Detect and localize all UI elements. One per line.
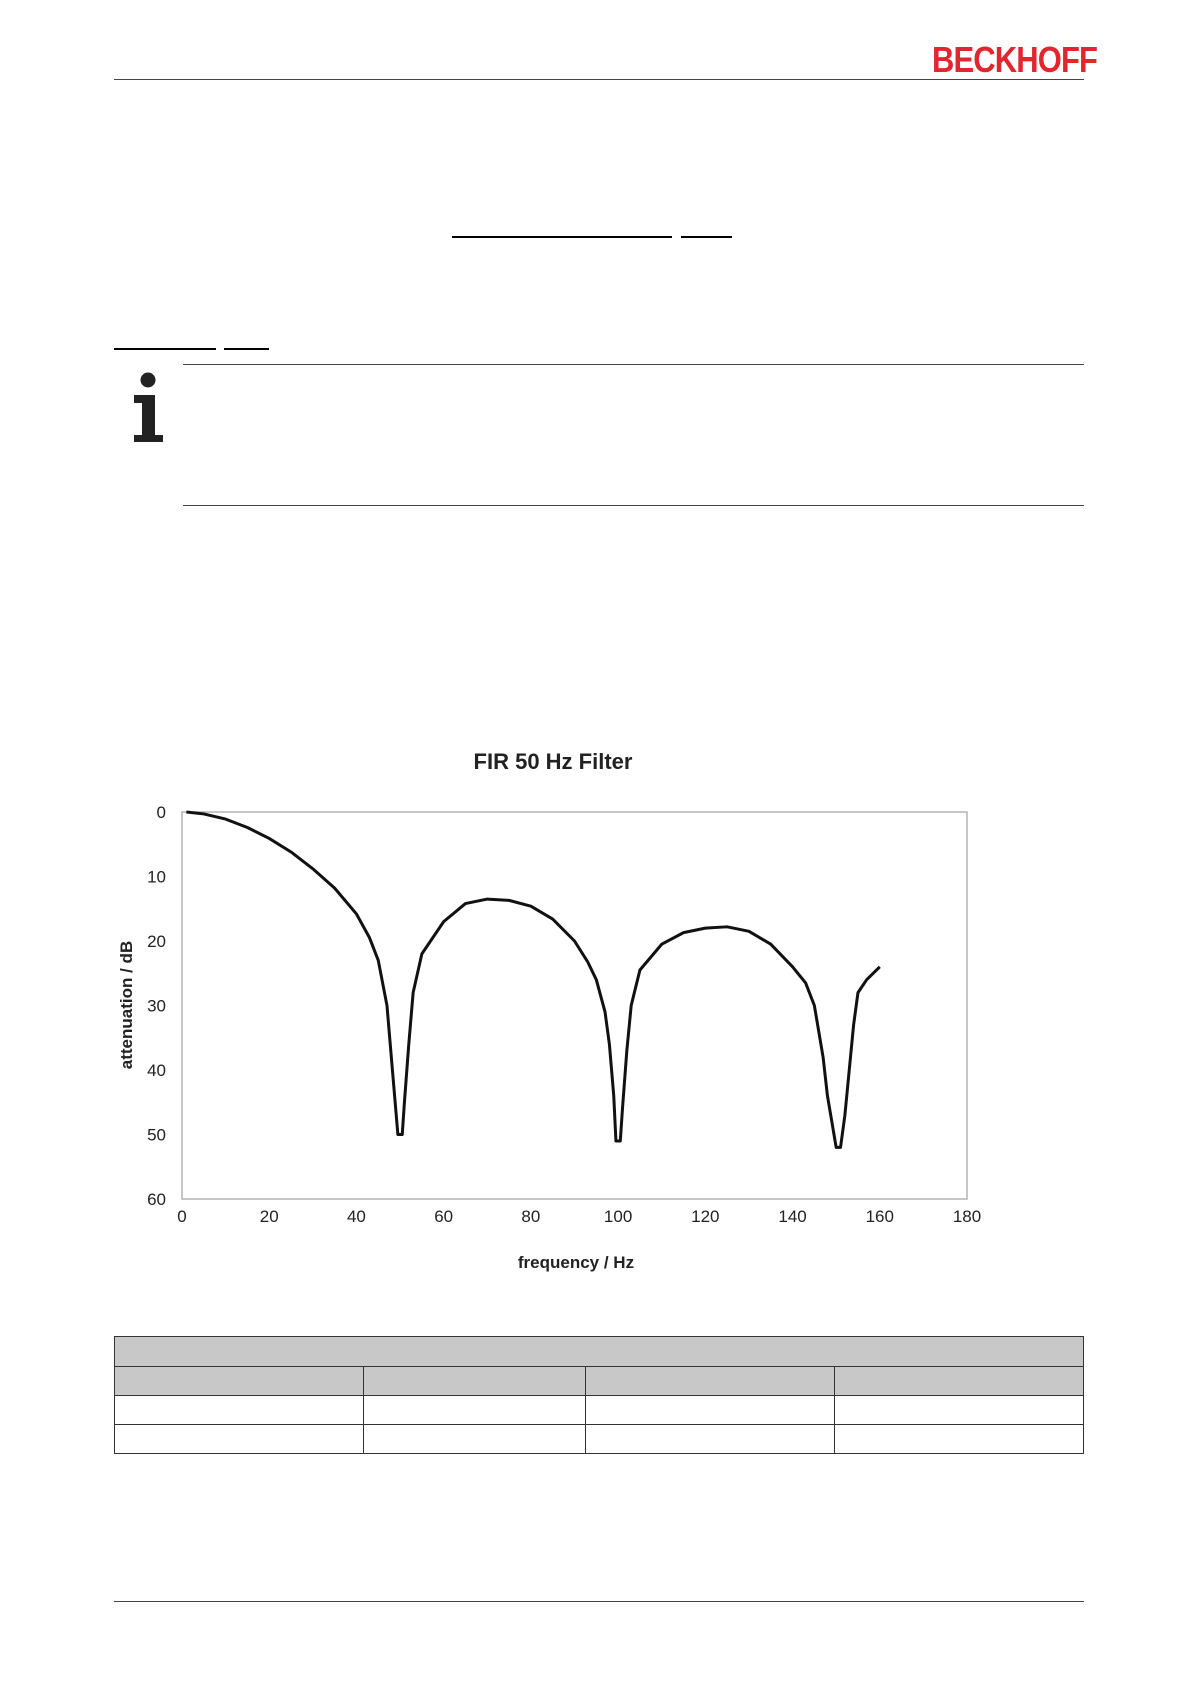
link-underline[interactable] [114,348,216,350]
note-top-rule [183,364,1084,365]
chart-title: FIR 50 Hz Filter [473,749,633,774]
header-rule [114,79,1084,80]
x-tick-label: 160 [865,1207,894,1226]
y-tick-label: 20 [147,932,166,951]
table-header-cell [586,1367,835,1396]
x-axis-label: frequency / Hz [517,1253,635,1272]
table-row [115,1396,1084,1425]
table-header-row [115,1367,1084,1396]
x-tick-label: 80 [521,1207,541,1226]
table-cell [364,1396,586,1425]
link-underline[interactable] [224,348,269,350]
y-tick-label: 0 [156,803,166,822]
table-cell [586,1425,835,1454]
y-tick-label: 30 [147,996,166,1016]
y-tick-label: 10 [147,867,166,887]
x-tick-label: 40 [346,1207,366,1226]
beckhoff-logo: BECKHOFF [932,39,1098,80]
info-icon [128,372,172,444]
table-header-cell [364,1367,586,1396]
link-underline[interactable] [681,236,732,238]
x-tick-label: 140 [778,1207,807,1226]
y-tick-label: 40 [147,1061,166,1080]
x-tick-label: 120 [691,1207,720,1226]
table-cell [835,1425,1084,1454]
table-cell [115,1396,364,1425]
table-row [115,1425,1084,1454]
table-cell [364,1425,586,1454]
x-tick-label: 180 [952,1207,982,1226]
table-header-cell [835,1367,1084,1396]
plot-area [182,812,967,1199]
table-cell [115,1425,364,1454]
series-line [186,812,879,1147]
x-tick-label: 60 [434,1207,454,1226]
table-title-row [115,1337,1084,1367]
table-cell [835,1396,1084,1425]
table-cell [586,1396,835,1425]
note-bottom-rule [183,505,1084,506]
table-title-cell [115,1337,1084,1367]
y-tick-label: 50 [147,1125,166,1145]
table-header-cell [115,1367,364,1396]
x-tick-label: 20 [259,1207,279,1226]
link-underline[interactable] [452,236,672,238]
x-tick-label: 0 [177,1207,187,1226]
footer-rule [114,1601,1084,1602]
y-axis-label: attenuation / dB [117,940,136,1070]
fir-filter-chart [110,745,990,1285]
y-tick-label: 60 [147,1190,166,1209]
data-table [114,1336,1084,1454]
x-tick-label: 100 [603,1207,633,1226]
